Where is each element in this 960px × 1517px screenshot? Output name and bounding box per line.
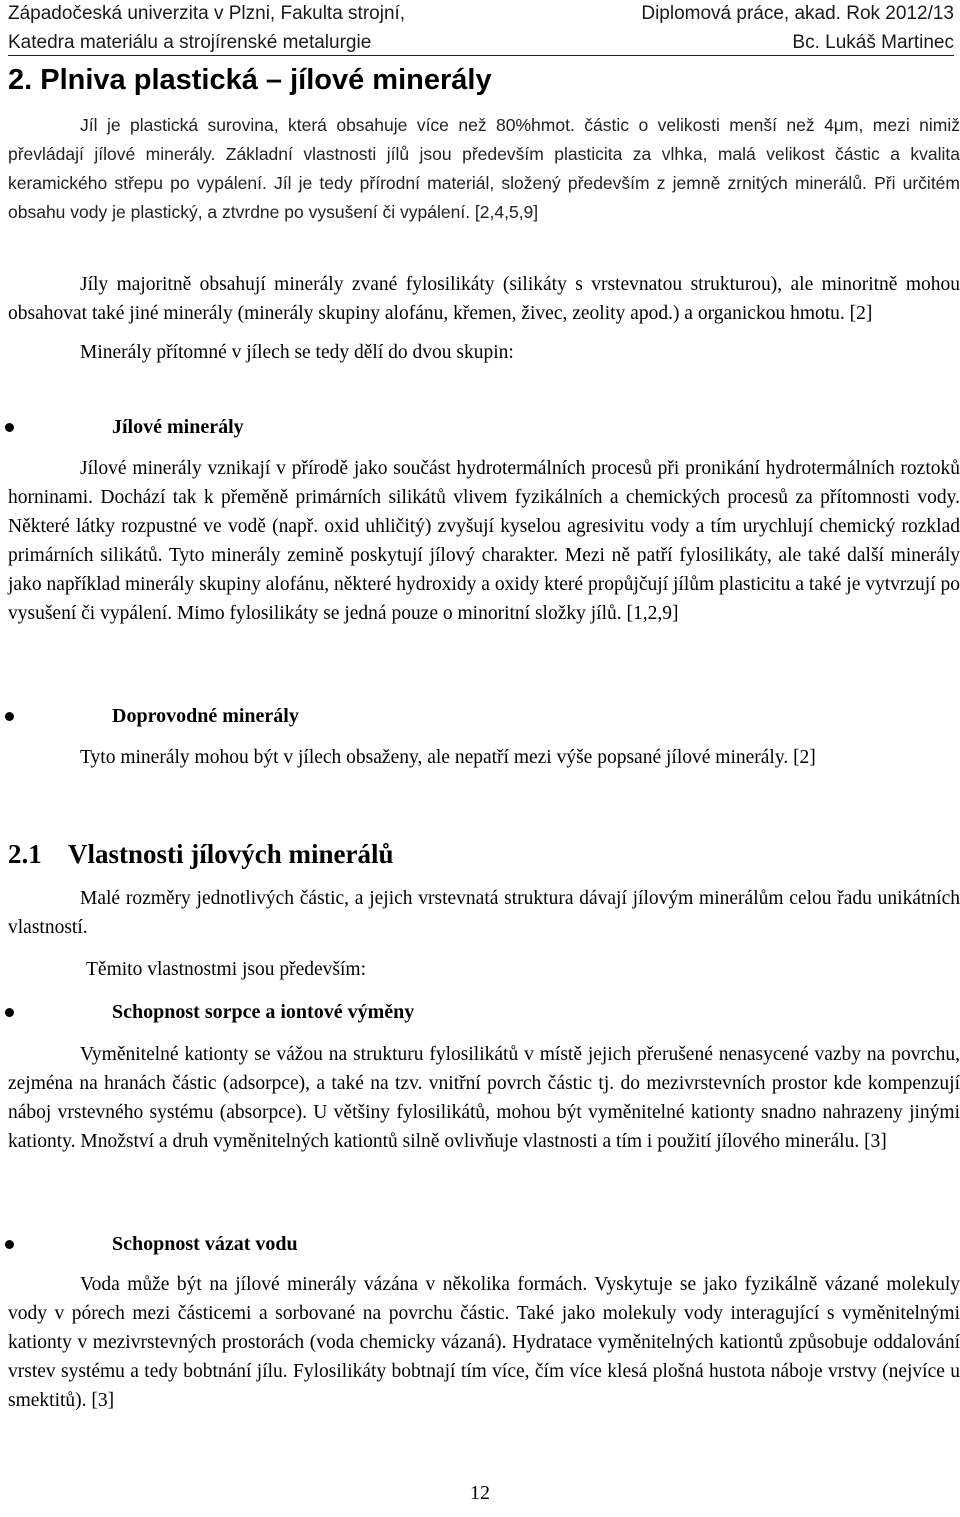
bullet-dot-icon: [5, 1008, 14, 1017]
body-paragraph: Jíly majoritně obsahují minerály zvané fylosilikáty (silikáty s vrstevnatou strukturou), ale minoritně mohou obsahovat také jiné minerály (minerály skupiny alofánu, křemen, živec, zeolity apod.) a organickou hmotu. [2]: [8, 274, 960, 324]
bullet-title: Jílové minerály: [112, 416, 244, 438]
body-paragraph: Malé rozměry jednotlivých částic, a jejich vrstevnatá struktura dávají jílovým minerálům celou řadu unikátních vlastností.: [8, 888, 960, 938]
bullet-sorption: [112, 998, 414, 1027]
header-department: Katedra materiálu a strojírenské metalurgie: [8, 32, 372, 53]
sorption-block: [8, 1040, 960, 1156]
bullet-water-binding: [112, 1230, 298, 1259]
header-thesis: Diplomová práce, akad. Rok 2012/13: [641, 3, 954, 24]
chapter-title: 2. Plniva plastická – jílové minerály: [8, 64, 492, 96]
body-paragraph: Tyto minerály mohou být v jílech obsaženy, ale nepatří mezi výše popsané jílové minerály. [2]: [80, 747, 816, 768]
body-paragraph: Voda může být na jílové minerály vázána v několika formách. Vyskytuje se jako fyzikálně vázané molekuly vody v pórech mezi částicemi a sorbované na povrchu částic. Také jako molekuly vody interagující s vyměnitelnými kationty v mezivrstevných prostorách (voda chemicky vázaná). Hydratace vyměnitelných kationtů způsobuje oddalování vrstev systému a tedy bobtnání jílu. Fylosilikáty bobtnají tím více, čím více klesá plošná hustota náboje vrstvy (nejvíce u smektitů). [3]: [8, 1274, 960, 1411]
bullet-title: Doprovodné minerály: [112, 705, 299, 727]
intro-block: [8, 111, 960, 227]
bullet-title: Schopnost vázat vodu: [112, 1233, 298, 1255]
clay-minerals-block: [8, 454, 960, 628]
bullet-dot-icon: [5, 423, 14, 432]
running-header-line-1: [8, 2, 954, 26]
page-number: 12: [470, 1482, 490, 1504]
body-paragraph: Jílové minerály vznikají v přírodě jako součást hydrotermálních procesů při pronikání hydrotermálních roztoků horninami. Dochází tak k přeměně primárních silikátů vlivem fyzikálních a chemických procesů za přítomnosti vody. Některé látky rozpustné ve vodě (např. oxid uhličitý) zvyšují kyselou agresivitu vody a tím urychlují chemický rozklad primárních silikátů. Tyto minerály zemině poskytují jílový charakter. Mezi ně patří fylosilikáty, ale také další minerály jako například minerály skupiny alofánu, některé hydroxidy a oxidy které propůjčují jílům plasticitu a také je vytvrzují po vysušení či vypálení. Mimo fylosilikáty se jedná pouze o minoritní složky jílů. [1,2,9]: [8, 458, 960, 624]
bullet-accessory-minerals: [112, 702, 299, 731]
water-binding-block: [8, 1270, 960, 1415]
header-rule: [8, 55, 954, 56]
header-university: Západočeská univerzita v Plzni, Fakulta strojní,: [8, 3, 406, 24]
bullet-dot-icon: [5, 1240, 14, 1249]
body-block-1: [8, 270, 960, 367]
header-author: Bc. Lukáš Martinec: [792, 32, 954, 53]
bullet-dot-icon: [5, 712, 14, 721]
intro-paragraph: Jíl je plastická surovina, která obsahuje více než 80%hmot. částic o velikosti menší než 4μm, mezi nimiž převládají jílové minerály. Základní vlastnosti jílů jsou především plasticita za vlhka, malá velikost částic a kvalita keramického střepu po vypálení. Jíl je tedy přírodní materiál, složený především z jemně zrnitých minerálů. Při určitém obsahu vody je plastický, a ztvrdne po vysušení či vypálení. [2,4,5,9]: [8, 115, 960, 222]
body-paragraph: Minerály přítomné v jílech se tedy dělí do dvou skupin:: [80, 342, 514, 363]
body-paragraph: Vyměnitelné kationty se vážou na strukturu fylosilikátů v místě jejich přerušené nenasycené vazby na povrchu, zejména na hranách částic (adsorpce), a také na tzv. vnitřní povrch částic tj. do mezivrstevních prostor kde kompenzují náboj vrstevného systému (absorpce). U většiny fylosilikátů, mohou být vyměnitelné kationty snadno nahrazeny jinými kationty. Množství a druh vyměnitelných kationtů silně ovlivňuje vlastnosti a tím i použití jílového minerálu. [3]: [8, 1044, 960, 1152]
section-number: 2.1: [8, 839, 42, 869]
section-intro-block: [8, 884, 960, 984]
body-paragraph: Těmito vlastnostmi jsou především:: [86, 959, 367, 980]
accessory-minerals-block: [8, 743, 960, 772]
running-header-line-2: [8, 31, 954, 55]
bullet-clay-minerals: [112, 413, 244, 442]
section-heading: [8, 836, 394, 872]
section-title: Vlastnosti jílových minerálů: [68, 839, 394, 869]
bullet-title: Schopnost sorpce a iontové výměny: [112, 1001, 415, 1023]
